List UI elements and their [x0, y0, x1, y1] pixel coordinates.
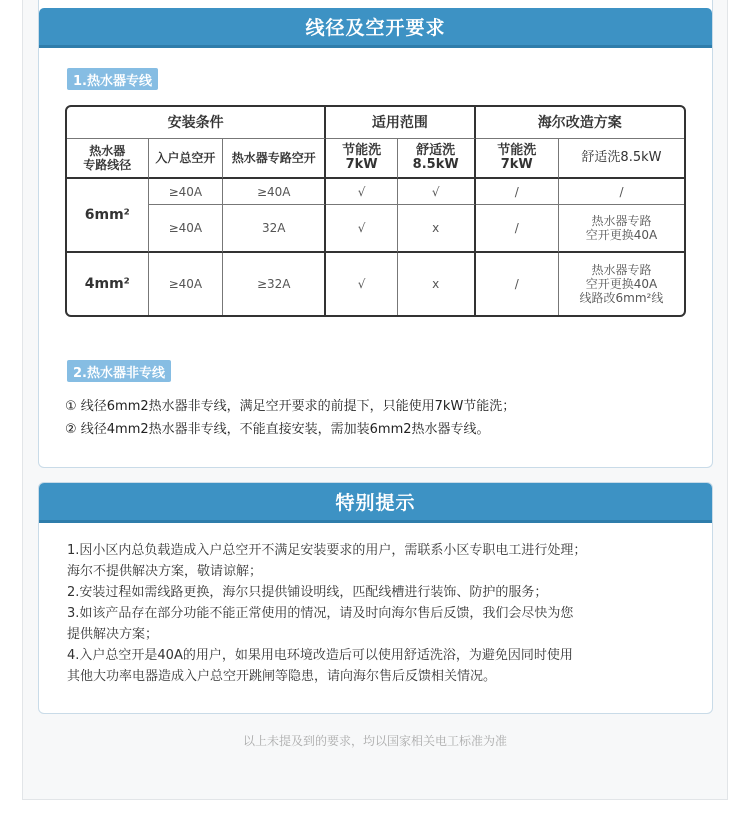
tip-line: 其他大功率电器造成入户总空开跳闸等隐患，请向海尔售后反馈相关情况。: [67, 669, 497, 684]
spec-table: [65, 105, 686, 317]
table-cell: √: [398, 179, 476, 205]
table-cell: 热水器专路 空开更换40A 线路改6mm²线: [579, 263, 664, 305]
table-cell: √: [326, 179, 398, 205]
col-header: 舒适洗 8.5kW: [398, 139, 476, 179]
table-cell: ≥32A: [223, 253, 326, 315]
tip-line: 2.安装过程如需线路更换，海尔只提供铺设明线，匹配线槽进行装饰、防护的服务；: [67, 585, 548, 600]
tip-line: 4.入户总空开是40A的用户，如果用电环境改造后可以使用舒适洗浴，为避免因同时使用: [67, 648, 573, 663]
col-header: 入户总空开: [149, 139, 224, 179]
group-header: 海尔改造方案: [476, 107, 684, 139]
col-header: 节能洗 7kW: [326, 139, 398, 179]
table-cell: ≥40A: [149, 179, 224, 205]
group-header: 安装条件: [67, 107, 326, 139]
wire-size: 6mm²: [67, 179, 149, 253]
table-cell: /: [476, 205, 559, 253]
section-title: 线径及空开要求: [39, 8, 712, 48]
tip-line: 1.因小区内总负载造成入户总空开不满足安装要求的用户，需联系小区专职电工进行处理；: [67, 543, 587, 558]
col-header: 热水器专路空开: [223, 139, 326, 179]
note-line: ① 线径6mm2热水器非专线，满足空开要求的前提下，只能使用7kW节能洗；: [65, 399, 516, 414]
table-cell: 热水器专路 空开更换40A: [559, 205, 684, 253]
col-header: 热水器 专路线径: [67, 139, 149, 179]
table-cell: /: [476, 253, 559, 315]
section-title: 特别提示: [39, 483, 712, 523]
table-cell: ≥40A: [149, 253, 224, 315]
non-dedicated-line-badge: 2.热水器非专线: [67, 360, 171, 382]
tip-line: 提供解决方案；: [67, 627, 159, 642]
table-cell: /: [559, 179, 684, 205]
table-cell: √: [326, 253, 398, 315]
wire-size: 4mm²: [67, 253, 149, 315]
table-cell: ≥40A: [149, 205, 224, 253]
table-cell: x: [398, 205, 476, 253]
tips-text: [67, 540, 692, 687]
special-tips-card: [38, 482, 713, 714]
tip-line: 3.如该产品存在部分功能不能正常使用的情况，请及时向海尔售后反馈，我们会尽快为您: [67, 606, 574, 621]
wire-requirements-card: [38, 0, 713, 468]
footer-note: 以上未提及到的要求，均以国家相关电工标准为准: [242, 734, 507, 748]
dedicated-line-badge: 1.热水器专线: [67, 68, 158, 90]
table-cell: x: [398, 253, 476, 315]
table-cell: ≥40A: [223, 179, 326, 205]
col-header: 节能洗 7kW: [476, 139, 559, 179]
note-line: ② 线径4mm2热水器非专线，不能直接安装，需加装6mm2热水器专线。: [65, 422, 490, 437]
table-cell: /: [476, 179, 559, 205]
table-cell: √: [326, 205, 398, 253]
table-cell: 32A: [223, 205, 326, 253]
group-header: 适用范围: [326, 107, 475, 139]
tip-line: 海尔不提供解决方案，敬请谅解；: [67, 564, 263, 579]
col-header: 舒适洗8.5kW: [559, 139, 684, 179]
